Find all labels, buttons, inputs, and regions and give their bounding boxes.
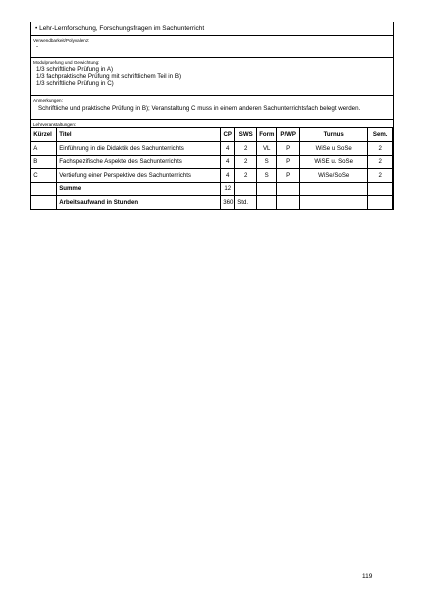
cell-turnus: WiSe/SoSe — [300, 169, 368, 183]
cell-empty — [31, 196, 57, 210]
header-titel: Titel — [57, 128, 221, 142]
cell-turnus: WiSe u SoSe — [300, 142, 368, 156]
cell-empty — [257, 182, 277, 196]
cell-form: VL — [257, 142, 277, 156]
header-kuerzel: Kürzel — [31, 128, 57, 142]
cell-kuerzel: C — [31, 169, 57, 183]
aufwand-value: 360 — [221, 196, 235, 210]
cell-titel: Fachspezifische Aspekte des Sachunterrichts — [57, 155, 221, 169]
cell-titel: Einführung in die Didaktik des Sachunterrichts — [57, 142, 221, 156]
lehrveranstaltungen-section — [31, 120, 393, 210]
cell-pwp: P — [277, 155, 300, 169]
top-item-section — [31, 22, 393, 36]
modulpruefung-line: 1/3 schriftliche Prüfung in A) — [36, 66, 114, 73]
cell-cp: 4 — [221, 142, 235, 156]
cell-pwp: P — [277, 169, 300, 183]
aufwand-label: Arbeitsaufwand in Stunden — [57, 196, 221, 210]
cell-sem: 2 — [368, 142, 393, 156]
module-frame — [30, 22, 394, 210]
cell-empty — [368, 182, 393, 196]
verwendbarkeit-value: - — [36, 43, 39, 50]
cell-kuerzel: B — [31, 155, 57, 169]
cell-sem: 2 — [368, 155, 393, 169]
table-row — [31, 155, 393, 169]
header-sem: Sem. — [368, 128, 393, 142]
cell-empty — [235, 182, 257, 196]
page-number: 119 — [362, 573, 373, 580]
cell-form: S — [257, 155, 277, 169]
summe-label: Summe — [57, 182, 221, 196]
cell-sws: 2 — [235, 142, 257, 156]
modulpruefung-section — [31, 58, 393, 96]
cell-empty — [300, 182, 368, 196]
modulpruefung-line: 1/3 schriftliche Prüfung in C) — [36, 80, 114, 88]
verwendbarkeit-section — [31, 36, 393, 58]
cell-sws: 2 — [235, 155, 257, 169]
cell-cp: 4 — [221, 169, 235, 183]
cell-pwp: P — [277, 142, 300, 156]
cell-empty — [368, 196, 393, 210]
lehrveranstaltungen-label: Lehrveranstaltungen: — [33, 122, 77, 127]
modulpruefung-lines — [31, 65, 393, 91]
cell-empty — [257, 196, 277, 210]
aufwand-row — [31, 196, 393, 210]
table-row — [31, 169, 393, 183]
cell-sem: 2 — [368, 169, 393, 183]
table-row — [31, 142, 393, 156]
cell-empty — [277, 182, 300, 196]
aufwand-unit: Std. — [235, 196, 257, 210]
cell-sws: 2 — [235, 169, 257, 183]
verwendbarkeit-label: Verwendbarkeit/Polyvalenz: — [33, 38, 90, 43]
lehrveranstaltungen-table — [30, 127, 393, 210]
cell-turnus: WiSE u. SoSe — [300, 155, 368, 169]
modulpruefung-label: Modulpruefung und Gewichtung: — [33, 60, 100, 65]
header-turnus: Turnus — [300, 128, 368, 142]
cell-empty — [300, 196, 368, 210]
header-form: Form — [257, 128, 277, 142]
table-header-row — [31, 128, 393, 142]
cell-form: S — [257, 169, 277, 183]
anmerkungen-label: Anmerkungen: — [33, 98, 63, 103]
anmerkungen-section — [31, 96, 393, 120]
top-item-text: • Lehr-Lernforschung, Forschungsfragen im Sachunterricht — [35, 25, 205, 32]
header-pwp: P/WP — [277, 128, 300, 142]
cell-kuerzel: A — [31, 142, 57, 156]
summe-row — [31, 182, 393, 196]
cell-cp: 4 — [221, 155, 235, 169]
cell-empty — [31, 182, 57, 196]
cell-titel: Vertiefung einer Perspektive des Sachunterrichts — [57, 169, 221, 183]
anmerkungen-text: Schriftliche und praktische Prüfung in B); Veranstaltung C muss in einem anderen Sachunterrichtsfach belegt werden. — [38, 105, 361, 112]
modulpruefung-line: 1/3 fachpraktische Prüfung mit schriftlichem Teil in B) — [36, 73, 182, 81]
cell-empty — [277, 196, 300, 210]
header-sws: SWS — [235, 128, 257, 142]
header-cp: CP — [221, 128, 235, 142]
summe-cp: 12 — [221, 182, 235, 196]
